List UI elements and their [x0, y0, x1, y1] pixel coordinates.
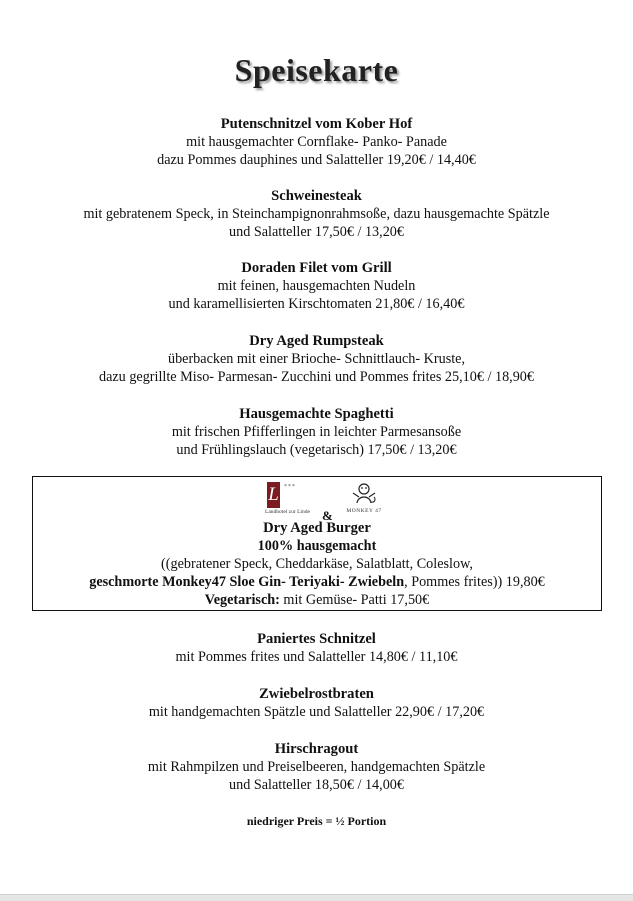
dish-name: Schweinesteak — [271, 188, 362, 204]
monkey-icon — [350, 481, 378, 507]
dish-description: mit gebratenem Speck, in Steinchampignonrahmsoße, dazu hausgemachte Spätzle — [83, 206, 550, 222]
partner-logos — [33, 481, 601, 523]
landhotel-stars: *** — [284, 484, 296, 490]
dish-description: überbacken mit einer Brioche- Schnittlauch- Kruste, — [167, 351, 466, 367]
burger-price-text: , Pommes frites)) 19,80€ — [404, 574, 545, 590]
dish-description: und karamellisierten Kirschtomaten 21,80€ / 16,40€ — [168, 296, 465, 312]
dish-description: ((gebratener Speck, Cheddarkäse, Salatblatt, Coleslow, — [161, 556, 473, 572]
monkey47-logo — [339, 481, 389, 517]
dish-name: Hirschragout — [274, 741, 359, 757]
dish-hirschragout — [0, 740, 633, 794]
monkey47-onions-text: geschmorte Monkey47 Sloe Gin- Teriyaki- Zwiebeln — [89, 574, 405, 590]
dish-description: mit feinen, hausgemachten Nudeln — [217, 278, 416, 294]
monkey47-caption: MONKEY 47 — [346, 508, 382, 514]
dish-description: mit Rahmpilzen und Preiselbeeren, handgemachten Spätzle — [147, 759, 486, 775]
dish-name: Doraden Filet vom Grill — [241, 260, 392, 276]
dish-rumpsteak — [0, 332, 633, 386]
dish-doraden-filet — [0, 259, 633, 313]
dish-name: Zwiebelrostbraten — [259, 686, 374, 702]
portion-note: niedriger Preis = ½ Portion — [246, 814, 387, 828]
featured-burger-box — [32, 476, 602, 611]
ampersand: & — [322, 508, 333, 523]
dish-description: dazu gegrillte Miso- Parmesan- Zucchini und Pommes frites 25,10€ / 18,90€ — [98, 369, 534, 385]
vegetarian-label: Vegetarisch: — [204, 592, 280, 608]
dish-putenschnitzel — [0, 115, 633, 169]
dish-description: und Frühlingslauch (vegetarisch) 17,50€ / 13,20€ — [176, 442, 457, 458]
dish-zwiebelrostbraten — [0, 685, 633, 721]
landhotel-monogram-icon: L — [267, 482, 280, 508]
dish-description: und Salatteller 17,50€ / 13,20€ — [229, 224, 404, 240]
dish-name: Dry Aged Rumpsteak — [249, 333, 384, 349]
dish-name: Dry Aged Burger — [263, 520, 371, 536]
dish-description: mit hausgemachter Cornflake- Panko- Panade — [186, 134, 447, 150]
dish-paniertes-schnitzel — [0, 630, 633, 666]
vegetarian-option — [33, 591, 601, 609]
dish-name: Putenschnitzel vom Kober Hof — [220, 116, 413, 132]
burger-subtitle: 100% hausgemacht — [257, 538, 377, 554]
dish-name: Paniertes Schnitzel — [257, 631, 376, 647]
dish-description: dazu Pommes dauphines und Salatteller 19,20€ / 14,40€ — [157, 152, 476, 168]
vegetarian-text: mit Gemüse- Patti 17,50€ — [279, 592, 430, 608]
page-title: Speisekarte — [234, 52, 399, 88]
dish-spaghetti — [0, 405, 633, 459]
landhotel-caption: Landhotel zur Linde — [265, 509, 310, 515]
landhotel-logo — [265, 481, 327, 517]
dish-description: mit Pommes frites und Salatteller 14,80€ / 11,10€ — [175, 649, 458, 665]
dish-description — [33, 573, 601, 591]
dish-schweinesteak — [0, 187, 633, 241]
dish-name: Hausgemachte Spaghetti — [239, 406, 394, 422]
dish-description: und Salatteller 18,50€ / 14,00€ — [229, 777, 404, 793]
dish-description: mit frischen Pfifferlingen in leichter Parmesansoße — [171, 424, 462, 440]
burger-details — [33, 519, 601, 609]
dish-description: mit handgemachten Spätzle und Salatteller 22,90€ / 17,20€ — [148, 704, 485, 720]
